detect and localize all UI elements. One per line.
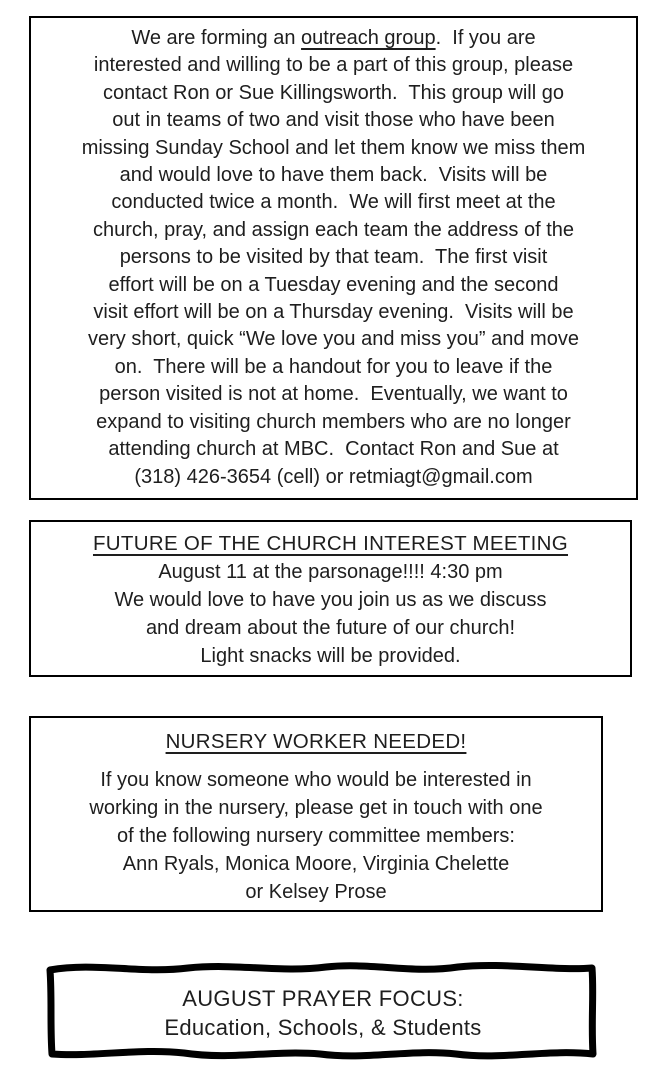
prayer-focus-box — [40, 954, 606, 1070]
outreach-line: person visited is not at home. Eventually, we want to — [99, 383, 568, 406]
nursery-line: working in the nursery, please get in touch with one — [89, 797, 543, 819]
prayer-focus-text — [40, 954, 606, 1070]
outreach-line: missing Sunday School and let them know we miss them — [81, 136, 586, 159]
outreach-underlined-text: outreach group — [301, 27, 436, 49]
meeting-line: Light snacks will be provided. — [200, 645, 461, 667]
outreach-announcement-box — [29, 16, 638, 500]
interest-meeting-title: FUTURE OF THE CHURCH INTEREST MEETING — [92, 532, 569, 555]
meeting-line: and dream about the future of our church! — [145, 617, 516, 639]
nursery-worker-box — [29, 716, 603, 912]
outreach-line: and would love to have them back. Visits will be — [119, 164, 548, 187]
outreach-line: out in teams of two and visit those who have been — [112, 109, 555, 132]
outreach-contact-line: (318) 426-3654 (cell) or retmiagt@gmail.com — [134, 465, 533, 488]
nursery-line: Ann Ryals, Monica Moore, Virginia Chelette — [122, 853, 510, 875]
outreach-line: attending church at MBC. Contact Ron and Sue at — [108, 438, 559, 461]
outreach-line: church, pray, and assign each team the address of the — [92, 218, 575, 241]
outreach-line: conducted twice a month. We will first meet at the — [111, 191, 556, 214]
interest-meeting-box — [29, 520, 632, 677]
nursery-line: of the following nursery committee members: — [117, 825, 515, 847]
outreach-line: expand to visiting church members who are no longer — [96, 410, 571, 433]
outreach-line: effort will be on a Tuesday evening and the second — [108, 273, 559, 296]
nursery-worker-title: NURSERY WORKER NEEDED! — [165, 730, 467, 753]
outreach-line: persons to be visited by that team. The first visit — [119, 246, 548, 269]
nursery-line: If you know someone who would be interested in — [100, 769, 532, 791]
outreach-line: contact Ron or Sue Killingsworth. This group will go — [103, 81, 564, 104]
outreach-line: visit effort will be on a Thursday evening. Visits will be — [93, 301, 574, 324]
outreach-line-first — [31, 25, 636, 52]
prayer-focus-subtitle: Education, Schools, & Students — [164, 1015, 482, 1040]
outreach-line: on. There will be a handout for you to leave if the — [114, 355, 553, 378]
outreach-line: very short, quick “We love you and miss you” and move — [88, 328, 579, 351]
outreach-line1-pre: We are forming an — [131, 27, 302, 49]
outreach-line1-post: . If you are — [435, 27, 536, 49]
meeting-line: August 11 at the parsonage!!!! 4:30 pm — [158, 561, 503, 583]
nursery-line: or Kelsey Prose — [245, 881, 387, 903]
nursery-paragraph — [31, 766, 601, 906]
outreach-line: interested and willing to be a part of this group, please — [93, 54, 574, 77]
meeting-line: We would love to have you join us as we discuss — [114, 589, 547, 611]
prayer-focus-title: AUGUST PRAYER FOCUS: — [182, 986, 464, 1011]
